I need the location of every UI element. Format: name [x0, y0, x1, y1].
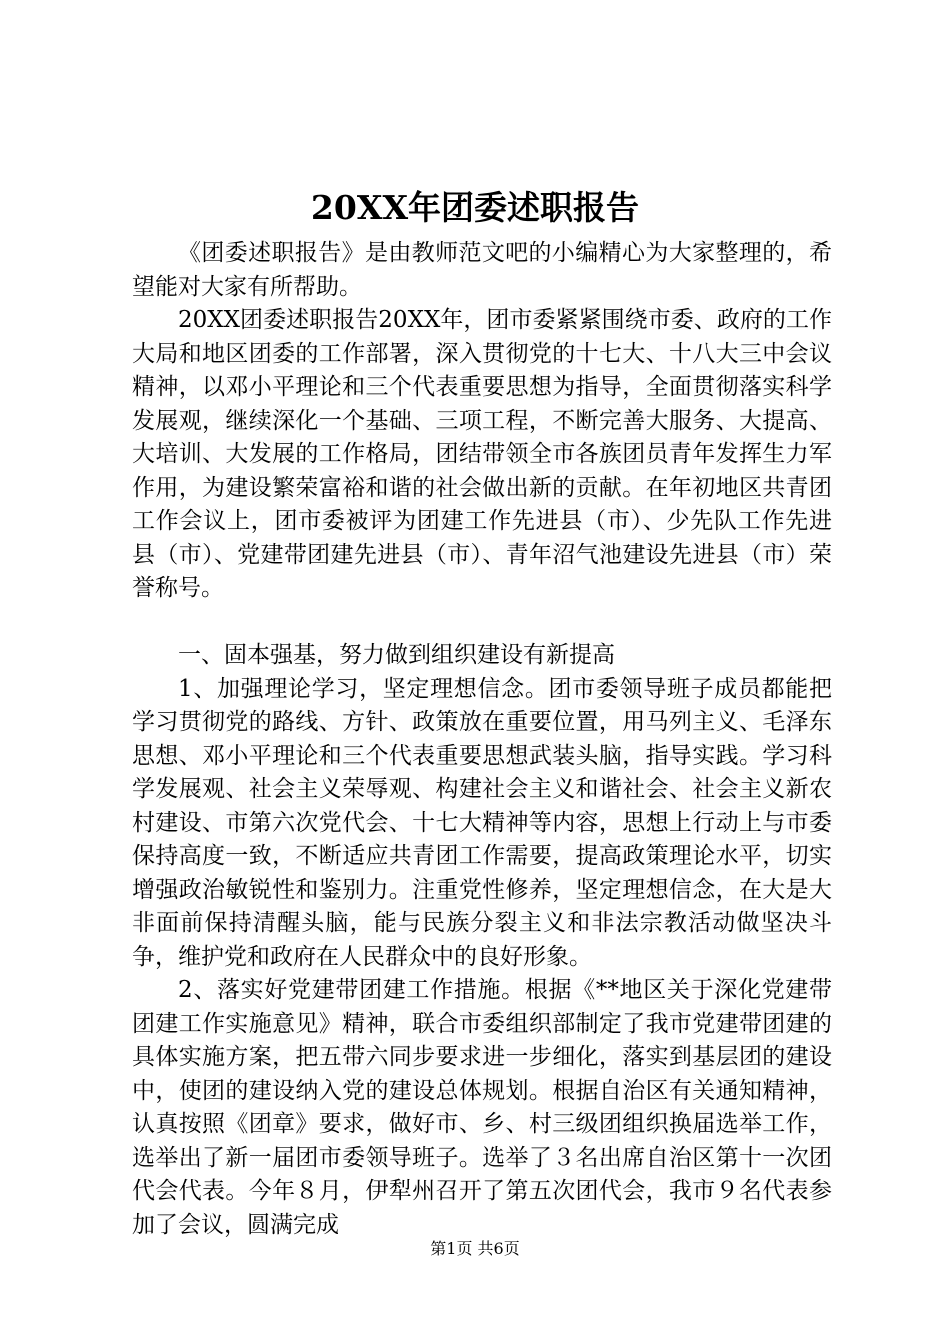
- summary-paragraph: 20XX团委述职报告20XX年，团市委紧紧围绕市委、政府的工作大局和地区团委的工作部署，深入贯彻党的十七大、十八大三中会议精神，以邓小平理论和三个代表重要思想为指导，全面贯彻落实科学发展观，继续深化一个基础、三项工程，不断完善大服务、大提高、大培训、大发展的工作格局，团结带领全市各族团员青年发挥生力军作用，为建设繁荣富裕和谐的社会做出新的贡献。在年初地区共青团工作会议上，团市委被评为团建工作先进县（市）、少先队工作先进县（市）、党建带团建先进县（市）、青年沼气池建设先进县（市）荣誉称号。: [132, 307, 832, 601]
- body-paragraph: 1、加强理论学习，坚定理想信念。团市委领导班子成员都能把学习贯彻党的路线、方针、政策放在重要位置，用马列主义、毛泽东思想、邓小平理论和三个代表重要思想武装头脑，指导实践。学习科学发展观、社会主义荣辱观、构建社会主义和谐社会、社会主义新农村建设、市第六次党代会、十七大精神等内容，思想上行动上与市委保持高度一致，不断适应共青团工作需要，提高政策理论水平，切实增强政治敏锐性和鉴别力。注重党性修养，坚定理想信念，在大是大非面前保持清醒头脑，能与民族分裂主义和非法宗教活动做坚决斗争，维护党和政府在人民群众中的良好形象。: [132, 675, 832, 970]
- document-title: 20XX年团委述职报告: [310, 188, 640, 227]
- paragraph-spacer: [132, 606, 832, 640]
- document-body: [132, 237, 832, 1242]
- intro-paragraph: 《团委述职报告》是由教师范文吧的小编精心为大家整理的，希望能对大家有所帮助。: [132, 240, 832, 300]
- section-heading: 一、固本强基，努力做到组织建设有新提高: [178, 642, 615, 668]
- body-paragraph: 2、落实好党建带团建工作措施。根据《**地区关于深化党建带团建工作实施意见》精神，联合市委组织部制定了我市党建带团建的具体实施方案，把五带六同步要求进一步细化，落实到基层团的建设中，使团的建设纳入党的建设总体规划。根据自治区有关通知精神，认真按照《团章》要求，做好市、乡、村三级团组织换届选举工作，选举出了新一届团市委领导班子。选举了３名出席自治区第十一次团代会代表。今年８月，伊犁州召开了第五次团代会，我市９名代表参加了会议，圆满完成: [132, 977, 832, 1238]
- page-footer: 第1页 共6页: [430, 1239, 520, 1258]
